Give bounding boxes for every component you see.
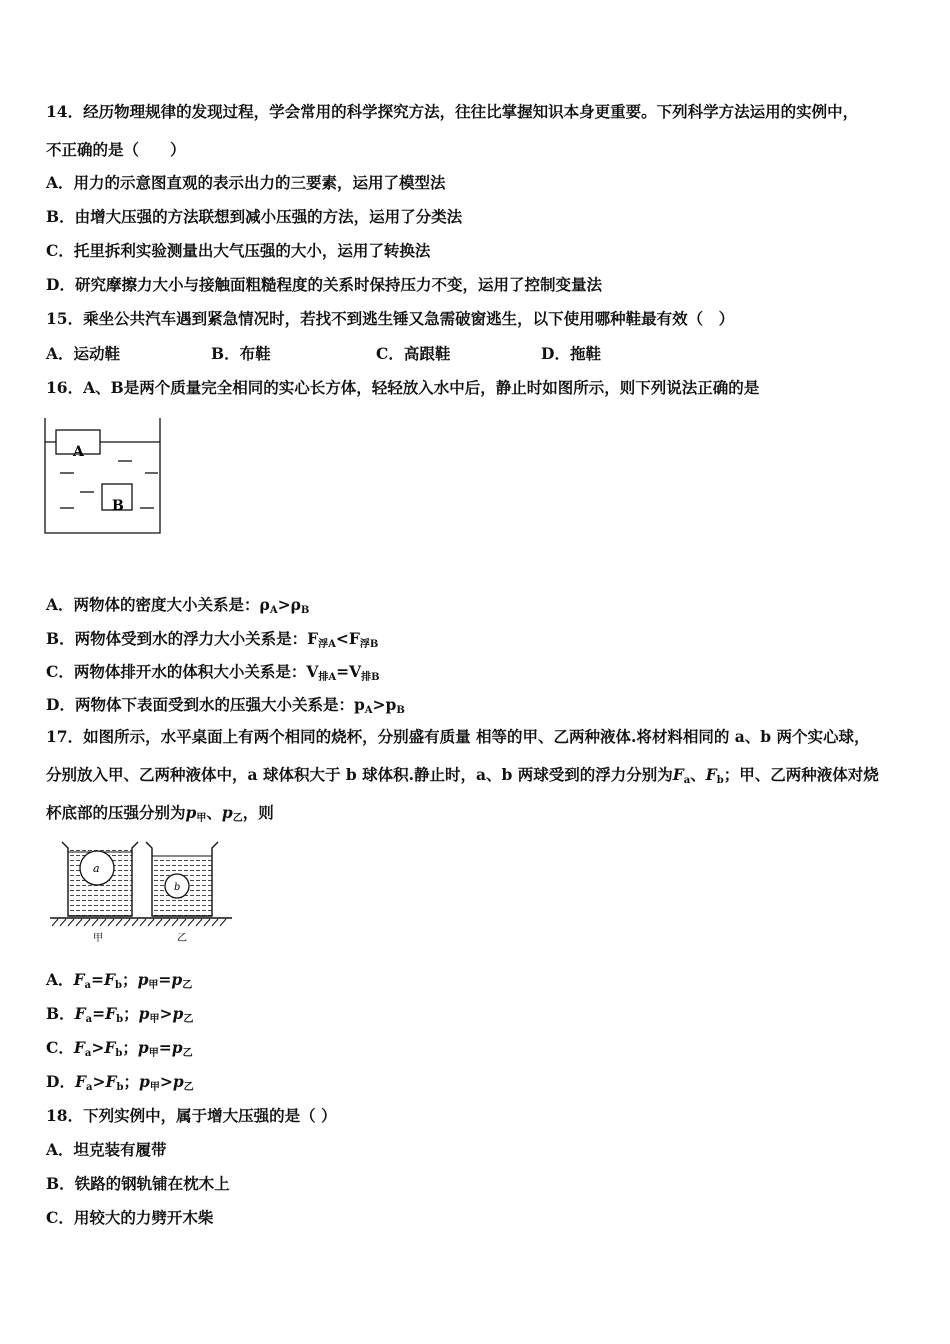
q16-option-b: B．两物体受到水的浮力大小关系是：$F_{浮A}<F_{浮B}$ <box>46 629 379 650</box>
q17-option-c: C．$F_a>F_b$；$p_甲=p_乙$ <box>46 1038 193 1059</box>
q17-stem-line2: 分别放入甲、乙两种液体中，a 球体积大于 b 球体积.静止时，a、b 两球受到的浮力分别为$F_a$、$F_b$；甲、乙两种液体对烧 <box>46 765 879 786</box>
q14-option-c: C．托里拆利实验测量出大气压强的大小，运用了转换法 <box>46 241 431 260</box>
block-a-label: A <box>73 444 84 460</box>
q16-option-d: D．两物体下表面受到水的压强大小关系是：$p_A>p_B$ <box>46 695 405 716</box>
q18-option-c: C．用较大的力劈开木柴 <box>46 1208 214 1227</box>
q17-option-d: D．$F_a>F_b$；$p_甲>p_乙$ <box>46 1072 194 1093</box>
q16-option-c: C．两物体排开水的体积大小关系是：$V_{排A}=V_{排B}$ <box>46 662 380 683</box>
label-jia: 甲 <box>93 933 103 944</box>
q14-stem-line1: 14．经历物理规律的发现过程，学会常用的科学探究方法，往往比掌握知识本身更重要。下列科学方法运用的实例中， <box>46 102 859 121</box>
table-hatching <box>52 919 226 926</box>
q17-option-b: B．$F_a=F_b$；$p_甲>p_乙$ <box>46 1004 194 1025</box>
q18-stem: 18．下列实例中，属于增大压强的是（ ） <box>46 1106 337 1125</box>
q18-option-a: A．坦克装有履带 <box>46 1140 167 1159</box>
q18-option-b: B．铁路的钢轨铺在枕木上 <box>46 1174 230 1193</box>
q14-option-d: D．研究摩擦力大小与接触面粗糙程度的关系时保持压力不变，运用了控制变量法 <box>46 275 602 294</box>
q15-option-a: A．运动鞋 <box>46 344 121 363</box>
q15-options <box>46 344 846 364</box>
q15-option-c: C．高跟鞋 <box>376 344 451 363</box>
q15-option-d: D．拖鞋 <box>541 344 601 363</box>
block-b-label: B <box>112 498 124 514</box>
q17-figure-beakers <box>46 838 236 946</box>
q15-option-b: B．布鞋 <box>211 344 271 363</box>
ball-a-label: a <box>93 862 100 875</box>
beaker-yi <box>146 842 218 916</box>
beaker-jia <box>62 842 138 916</box>
q17-stem-line3: 杯底部的压强分别为$p_甲$、$p_乙$，则 <box>46 803 274 824</box>
q14-option-a: A．用力的示意图直观的表示出力的三要素，运用了模型法 <box>46 173 446 192</box>
q16-option-a: A．两物体的密度大小关系是：$\rho_A>\rho_B$ <box>46 595 310 616</box>
q17-stem-line1: 17．如图所示，水平桌面上有两个相同的烧杯，分别盛有质量 相等的甲、乙两种液体.将材料相同的 a、b 两个实心球， <box>46 727 870 746</box>
q14-stem-line2: 不正确的是（ ） <box>46 140 186 159</box>
q14-option-b: B．由增大压强的方法联想到减小压强的方法，运用了分类法 <box>46 207 463 226</box>
q17-option-a: A．$F_a=F_b$；$p_甲=p_乙$ <box>46 970 193 991</box>
q15-stem: 15．乘坐公共汽车遇到紧急情况时，若找不到逃生锤又急需破窗逃生，以下使用哪种鞋最有效（ ） <box>46 309 735 328</box>
q16-stem: 16．A、B是两个质量完全相同的实心长方体，轻轻放入水中后，静止时如图所示，则下列说法正确的是 <box>46 378 760 397</box>
q16-figure-container <box>40 416 170 538</box>
label-yi: 乙 <box>177 933 187 944</box>
ball-b-label: b <box>174 882 181 893</box>
